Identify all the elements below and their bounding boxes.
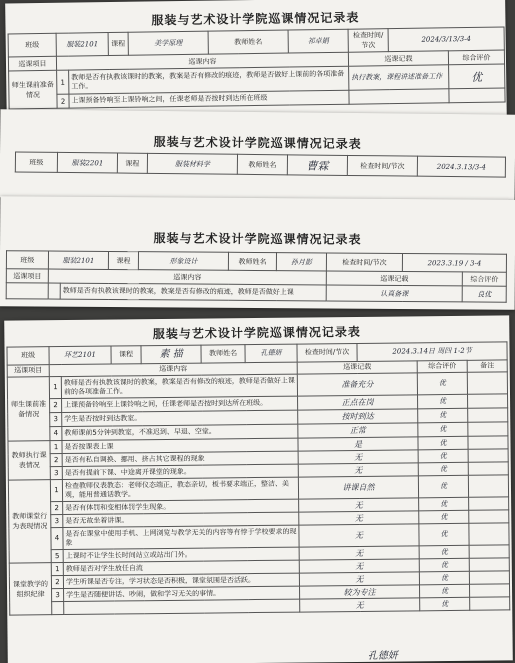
header-content: 巡课内容	[56, 52, 348, 70]
label-course: 课程	[117, 153, 147, 173]
header-content: 巡课内容	[49, 362, 297, 377]
value-teacher: 孙月影	[276, 253, 326, 271]
row-remark	[470, 584, 510, 597]
sheet-title: 服装与艺术设计学院巡课情况记录表	[153, 231, 362, 247]
row-eval: 优	[420, 597, 470, 611]
row-record: 无	[299, 546, 419, 560]
row-eval: 优	[418, 422, 468, 437]
header-item: 巡课项目	[6, 269, 48, 283]
row-remark	[470, 597, 510, 610]
row-num: 1	[49, 377, 61, 399]
sheet-title: 服装与艺术设计学院巡课情况记录表	[151, 10, 360, 28]
row-record: 准备充分	[297, 373, 417, 396]
category-label: 师生课前准备情况	[9, 70, 58, 109]
row-eval: 优	[449, 64, 505, 89]
label-class: 班级	[7, 347, 49, 365]
header-item: 巡课项目	[8, 56, 56, 71]
label-course: 课程	[111, 346, 141, 364]
row-eval: 优	[419, 545, 469, 559]
record-table	[15, 151, 506, 177]
category-label: 课堂教学的组织纪律	[9, 563, 52, 615]
row-num: 2	[50, 454, 62, 467]
row-num: 2	[57, 94, 69, 108]
row-num	[52, 602, 64, 615]
row-record: 执行教案，课程讲述准备工作	[349, 65, 449, 90]
row-content: 是否有私自调换、挪用、挤占其它课程的现象	[62, 451, 298, 466]
row-num: 5	[51, 550, 63, 563]
row-eval: 优	[419, 571, 469, 585]
row-record	[349, 89, 449, 104]
row-content: 教师是否有执教该课时的教案，教案是否有修改的痕迹，教师是否做好上课前的各项准备工作。	[61, 374, 297, 398]
label-time: 检查时间/节次	[326, 253, 402, 272]
row-record: 无	[300, 598, 420, 612]
value-course: 形象设计	[138, 252, 228, 271]
sheet-title: 服装与艺术设计学院巡课情况记录表	[153, 134, 362, 152]
row-remark	[469, 571, 509, 584]
row-content: 上课时不让学生长时间站立或站出门外。	[63, 547, 299, 562]
label-class: 班级	[8, 33, 56, 57]
header-record: 巡课记载	[297, 361, 417, 374]
value-class: 服装2101	[56, 33, 108, 57]
label-course: 课程	[108, 251, 138, 269]
row-num: 3	[52, 589, 64, 602]
row-content: 是否按课表上课	[62, 438, 298, 453]
value-class: 环艺2101	[49, 346, 111, 365]
row-num: 3	[51, 515, 63, 528]
row-num: 2	[51, 502, 63, 515]
row-content: 是否有体罚和变相体罚学生现象。	[63, 499, 299, 514]
row-num: 3	[50, 467, 62, 480]
row-remark	[469, 558, 509, 571]
row-eval: 优	[418, 408, 468, 423]
header-eval: 综合评价	[462, 272, 506, 286]
row-record: 按时到达	[298, 409, 418, 424]
label-time: 检查时间/节次	[348, 29, 388, 53]
row-record: 正常	[298, 423, 418, 438]
row-remark	[468, 436, 508, 449]
row-content: 上课预备铃响至上课铃响之间，任课老师是否按时到达所在班级。	[62, 396, 298, 412]
row-remark	[468, 408, 508, 422]
row-num: 3	[50, 413, 62, 427]
record-sheet-3	[0, 196, 515, 310]
header-record: 巡课记载	[326, 271, 462, 286]
label-time: 检查时间/节次	[347, 155, 417, 176]
label-class: 班级	[15, 152, 57, 172]
row-eval: 优	[418, 462, 468, 476]
row-record: 认真备课	[326, 285, 462, 302]
row-content: 是否在课堂中使用手机、上网浏览与教学无关的内容等有悖于学校要求的现象	[63, 525, 299, 549]
row-remark	[468, 422, 508, 436]
record-table	[6, 341, 510, 615]
value-time: 2024.3.13/3-4	[417, 156, 505, 177]
value-class: 服装2201	[57, 152, 117, 173]
row-content: 教师是否有执教该课时的教案，教案是否有修改的痕迹，教师是否做好上课	[60, 283, 326, 301]
label-time: 检查时间/节次	[297, 343, 357, 362]
row-content: 是否无故坐着讲课。	[63, 512, 299, 527]
header-record: 巡课记载	[348, 51, 448, 66]
row-num: 2	[50, 399, 62, 413]
row-remark	[469, 510, 509, 523]
row-content	[64, 599, 300, 614]
label-course: 课程	[108, 32, 128, 55]
row-num: 4	[50, 427, 62, 441]
row-remark	[468, 462, 508, 475]
row-record: 较为专注	[300, 585, 420, 599]
row-eval	[449, 88, 505, 103]
row-record: 正点在岗	[298, 395, 418, 410]
row-remark	[469, 545, 509, 558]
row-content: 教师是否对学生放任自流	[63, 560, 299, 575]
value-teacher: 曹霖	[287, 155, 347, 176]
row-remark	[467, 372, 507, 394]
value-teacher: 祁卓娟	[288, 29, 348, 53]
row-eval: 优	[419, 558, 469, 572]
label-teacher: 教师姓名	[208, 30, 288, 54]
value-time: 2024.3.14日 周四 1-2节	[357, 342, 507, 362]
label-class: 班级	[6, 251, 48, 269]
row-remark	[469, 497, 509, 510]
value-teacher: 孔德妍	[245, 344, 297, 363]
label-teacher: 教师姓名	[228, 252, 276, 270]
row-num: 1	[50, 441, 62, 454]
row-record: 是	[298, 437, 418, 451]
header-remark: 备注	[467, 360, 507, 372]
value-time: 2023.3.19 / 3-4	[402, 254, 506, 273]
value-course: 素 描	[141, 345, 201, 364]
row-record: 无	[299, 559, 419, 573]
row-eval: 优	[418, 449, 468, 463]
label-teacher: 教师姓名	[237, 154, 287, 175]
row-eval: 良优	[462, 286, 506, 302]
row-remark	[468, 394, 508, 408]
value-class: 服装2101	[48, 251, 108, 269]
row-content: 学生听课是否专注，学习状态是否积极，课堂氛围是否活跃。	[63, 573, 299, 588]
row-content: 上课预备铃响至上课铃响之间，任课老师是否按时到达所在班级	[69, 90, 349, 108]
record-table	[8, 27, 506, 110]
header-item: 巡课项目	[7, 365, 49, 377]
row-num: 4	[51, 528, 63, 550]
header-content: 巡课内容	[48, 269, 326, 285]
row-content: 检查教师仪表教态：老师仪态端正，教态亲切，板书要求端正，整洁、美观，能用普通话教学。	[62, 477, 298, 501]
row-record: 无	[298, 450, 418, 464]
value-time: 2024/3/13/3-4	[388, 27, 504, 52]
row-record: 无	[299, 498, 419, 512]
record-sheet-4	[4, 315, 513, 663]
row-content: 教师课前5分钟到教室，不准迟到、早退、空堂。	[62, 424, 298, 440]
header-eval: 综合评价	[448, 50, 504, 65]
value-course: 美学原理	[128, 31, 208, 55]
row-record: 无	[298, 463, 418, 477]
signature: 孔德妍	[367, 650, 398, 662]
row-eval: 优	[418, 475, 468, 498]
row-content: 是否有提前下课、中途离开课堂的现象。	[62, 464, 298, 479]
sheet-title: 服装与艺术设计学院巡课情况记录表	[152, 324, 361, 342]
row-num: 1	[51, 563, 63, 576]
category-label: 师生课前准备情况	[7, 377, 50, 441]
row-eval: 优	[419, 497, 469, 511]
value-course: 服装材料学	[147, 153, 237, 174]
row-eval: 优	[419, 510, 469, 524]
row-remark	[469, 523, 509, 545]
record-table	[6, 250, 507, 302]
category-label: 教师课堂行为表现情况	[8, 480, 51, 563]
row-eval: 优	[418, 436, 468, 450]
row-remark	[468, 449, 508, 462]
header-eval: 综合评价	[417, 360, 467, 373]
row-eval: 优	[418, 394, 468, 409]
row-num: 2	[51, 576, 63, 589]
row-content: 教师是否有执教该课时的教案，教案是否有修改的痕迹，教师是否做好上课前的各项准备工作。	[69, 66, 349, 94]
row-content: 学生是否按时到达教室。	[62, 410, 298, 426]
record-sheet-2	[0, 109, 515, 202]
row-num: 1	[57, 70, 69, 94]
row-eval: 优	[419, 523, 469, 546]
row-eval: 优	[420, 584, 470, 598]
category-label: 教师执行课表情况	[8, 441, 50, 480]
row-record: 无	[299, 511, 419, 525]
row-content: 学生是否随便讲话、吵闹，做和学习无关的事情。	[64, 586, 300, 601]
row-eval: 优	[417, 372, 467, 395]
row-record: 无	[299, 524, 419, 547]
row-remark	[468, 475, 508, 497]
row-num: 1	[50, 480, 62, 502]
label-teacher: 教师姓名	[201, 345, 245, 363]
row-record: 讲课自然	[298, 476, 418, 499]
row-record: 无	[299, 572, 419, 586]
